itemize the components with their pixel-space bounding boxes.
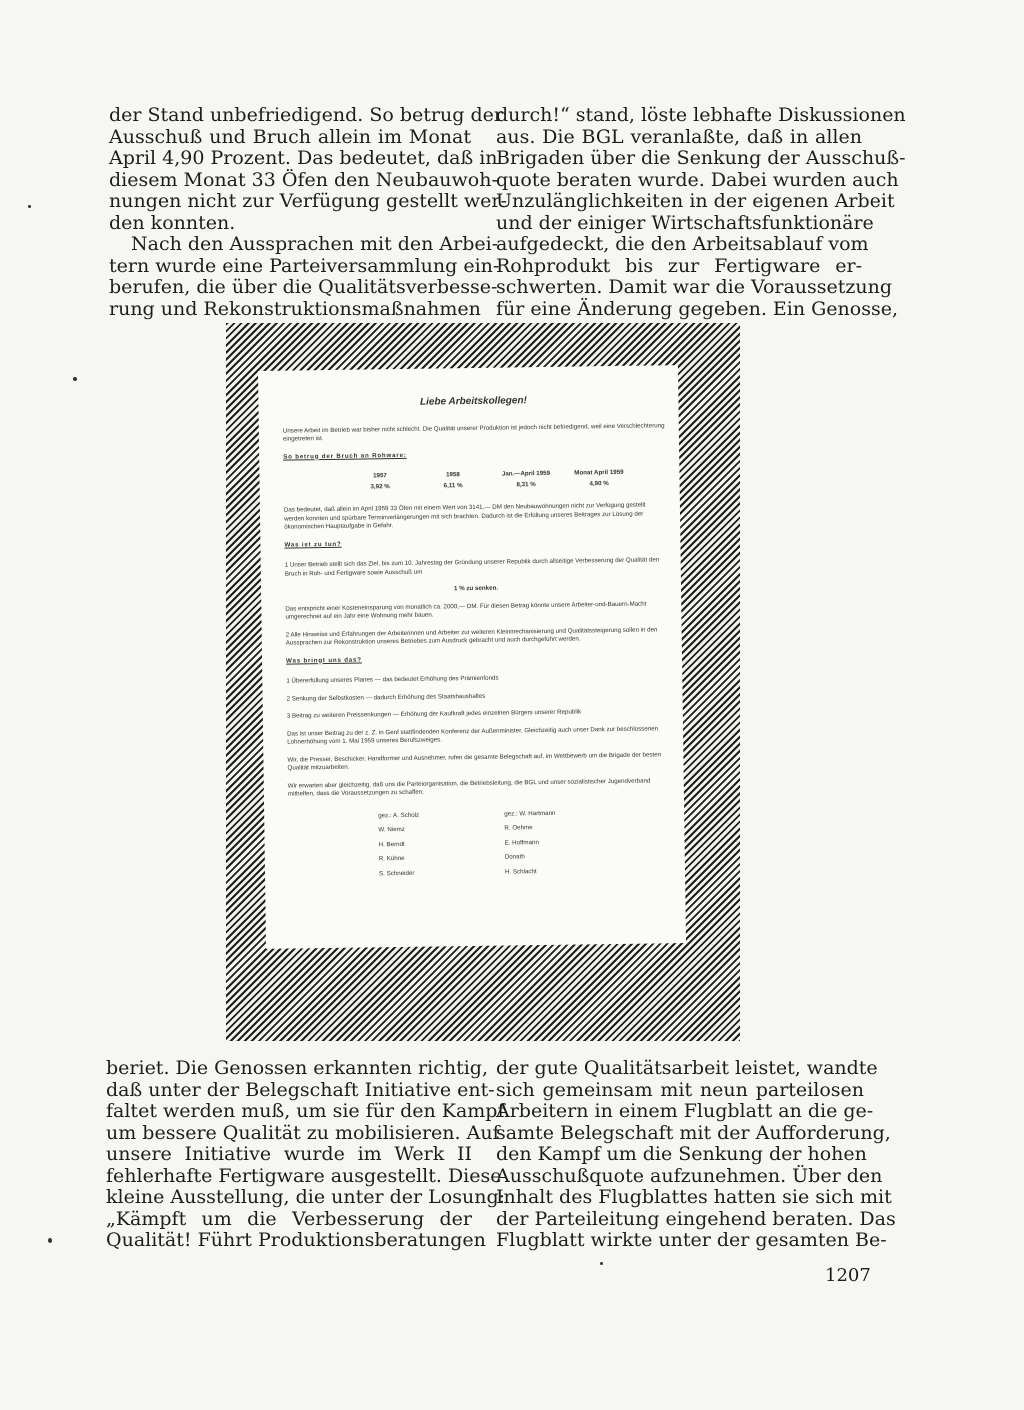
- flyer-heading: Was ist zu tun?: [284, 540, 342, 549]
- paragraph: [106, 1057, 506, 1252]
- text-line: rung und Rekonstruktionsmaßnahmen: [109, 297, 481, 320]
- flyer-paragraph: Das ist unser Beitrag zu der z. Z. in Genf stattfindenden Konferenz der Außenminister. Gleichzeitig auch unser Dank zur beschlossenen Lohnerhöhung vom 1. Mai 1959 unseres Berufszweiges.: [287, 724, 659, 746]
- text-line: Qualität! Führt Produktionsberatungen: [106, 1229, 486, 1251]
- text-line: um bessere Qualität zu mobilisieren. Auf: [106, 1121, 500, 1144]
- flyer-signatures: [378, 808, 631, 884]
- text-line: für eine Änderung gegeben. Ein Genosse,: [496, 297, 898, 320]
- year-cell: 1958 6,11 %: [443, 471, 463, 489]
- flyer-paragraph: Wir erwarten aber gleichzeitig, daß uns die Parteiorganisation, die Betriebsleitung, die BGL und unser sozialistischer Jugendverband mithelfen, dass die Voraussetzungen zu schaffen.: [287, 777, 651, 798]
- text-line: Arbeitern in einem Flugblatt an die ge-: [496, 1100, 874, 1122]
- paragraph: [109, 104, 507, 234]
- text-line: Inhalt des Flugblattes hatten sie sich mit: [496, 1186, 892, 1208]
- flyer-item: 1 Unser Betrieb stellt sich das Ziel, bis zum 10. Jahrestag der Gründung unserer Republik durch allseitige Verbesserung der Qualität den Bruch in Roh- und Fertigware sowie Ausschuß um: [284, 556, 660, 578]
- text-column-bottom-right: [496, 1057, 896, 1252]
- text-line: durch!“ stand, löste lebhafte Diskussionen: [496, 104, 906, 126]
- flyer-target: 1 % zu senken.: [453, 584, 499, 593]
- text-line: unsere Initiative wurde im Werk II: [106, 1143, 472, 1165]
- text-line: tern wurde eine Parteiversammlung ein-: [109, 254, 500, 277]
- scan-speck: [28, 205, 31, 208]
- flyer-benefit: 3 Beitrag zu weiteren Preissenkungen — Erhöhung der Kaufkraft jedes einzelnen Bürgers unserer Republik: [286, 708, 582, 720]
- text-column-top-right: [496, 104, 906, 320]
- text-line: sich gemeinsam mit neun parteilosen: [496, 1078, 864, 1101]
- text-line: „Kämpft um die Verbesserung der: [106, 1207, 472, 1230]
- scan-speck: [73, 377, 77, 381]
- text-line: kleine Ausstellung, die unter der Losung:: [106, 1186, 506, 1208]
- flyer-heading: So betrug der Bruch an Rohware:: [283, 451, 407, 461]
- flyer-paragraph: Das entspricht einer Kosteneinsparung von monatlich ca. 2000,— DM. Für diesen Betrag könnte unsere Arbeiter-und-Bauern-Macht umgerechnet auf ein Jahr eine Wohnung mehr bauen.: [285, 600, 647, 621]
- flyer-paragraph: Wir, die Presser, Beschicker, Handformer und Ausnehmer, rufen die gesamte Belegschaft auf, im Wettbewerb um die Brigade der besten Qualität mitzuarbeiten.: [287, 750, 662, 772]
- text-line: Ausschußquote aufzunehmen. Über den: [496, 1164, 883, 1187]
- paragraph: [496, 104, 906, 320]
- year-cell: Jan.—April 1959 8,31 %: [501, 469, 551, 488]
- text-line: und der einiger Wirtschaftsfunktionäre: [496, 211, 874, 234]
- text-line: aufgedeckt, die den Arbeitsablauf vom: [496, 233, 869, 255]
- flyer-heading: Was bringt uns das?: [285, 656, 362, 665]
- text-line: Nach den Aussprachen mit den Arbei-: [131, 233, 499, 255]
- flyer-title: Liebe Arbeitskollegen!: [419, 395, 527, 408]
- signers-right: gez.: W. Hartmann R. Oehme E. Hoffmann Donath H. Schlacht: [504, 809, 556, 876]
- flyer-item: 2 Alle Hinweise und Erfahrungen der Arbeiterinnen und Arbeiter zur weiteren Kleinmechanisierung und Qualitätssteigerung sollen in den Aussprachen zur Rekonstruktion unseres Betriebes zum Ausdruck gebracht und auch durchgeführt werden.: [285, 625, 658, 647]
- text-line: quote beraten wurde. Dabei wurden auch: [496, 168, 899, 191]
- text-line: berufen, die über die Qualitätsverbesse-: [109, 276, 498, 298]
- text-line: beriet. Die Genossen erkannten richtig,: [106, 1057, 488, 1079]
- text-line: Ausschuß und Bruch allein im Monat: [109, 125, 471, 148]
- text-line: der Parteileitung eingehend beraten. Das: [496, 1207, 896, 1230]
- text-line: Rohprodukt bis zur Fertigware er-: [496, 254, 862, 277]
- text-line: der gute Qualitätsarbeit leistet, wandte: [496, 1057, 878, 1079]
- flyer-benefit: 1 Übererfüllung unseres Planes — das bedeutet Erhöhung des Prämienfonds: [286, 674, 499, 685]
- signers-left: gez.: A. Scholz W. Niemz H. Berndt R. Kühne S. Schneider: [378, 811, 420, 877]
- text-line: Brigaden über die Senkung der Ausschuß-: [496, 147, 906, 169]
- text-line: fehlerhafte Fertigware ausgestellt. Diese: [106, 1164, 502, 1187]
- text-line: daß unter der Belegschaft Initiative ent-: [106, 1078, 495, 1101]
- text-column-top-left: [109, 104, 507, 320]
- flyer-breakage-table: [343, 469, 635, 492]
- year-cell: 1957 3,92 %: [370, 472, 390, 490]
- text-line: nungen nicht zur Verfügung gestellt wer-: [109, 190, 507, 212]
- text-column-bottom-left: [106, 1057, 506, 1252]
- text-line: der Stand unbefriedigend. So betrug der: [109, 104, 503, 126]
- flyer-benefit: 2 Senkung der Selbstkosten — dadurch Erhöhung des Staatshaushaltes: [286, 692, 486, 703]
- paragraph: [496, 1057, 896, 1252]
- flyer-paragraph: Das bedeutet, daß allein im April 1959 33 Öfen mit einem Wert von 3141,— DM den Neubauwohnungen nicht zur Verfügung gestellt werden konnten und spürbare Terminverlängerungen mit sich brachten. Dadurch ist die Erfüllung unseres Beitrages zur Lösung der ökonomischen Hauptaufgabe in Gefahr.: [283, 501, 646, 531]
- scan-speck: [48, 1238, 52, 1243]
- text-line: April 4,90 Prozent. Das bedeutet, daß in: [109, 147, 498, 169]
- page-number: 1207: [825, 1265, 871, 1286]
- text-line: diesem Monat 33 Öfen den Neubauwoh-: [109, 168, 498, 191]
- text-line: samte Belegschaft mit der Aufforderung,: [496, 1121, 891, 1144]
- flyer-image: [258, 365, 686, 949]
- paragraph: [109, 233, 500, 320]
- flyer-intro: Unsere Arbeit im Betrieb war bisher nicht schlecht. Die Qualität unserer Produktion ist jedoch nicht befriedigend, weil eine Verschlechterung eingetreten ist.: [282, 421, 665, 443]
- text-line: faltet werden muß, um sie für den Kampf: [106, 1100, 505, 1122]
- scan-speck: [600, 1262, 603, 1265]
- year-cell: Monat April 1959 4,90 %: [574, 468, 624, 487]
- text-line: aus. Die BGL veranlaßte, daß in allen: [496, 125, 862, 148]
- text-line: schwerten. Damit war die Voraussetzung: [496, 276, 893, 298]
- text-line: den konnten.: [109, 211, 236, 234]
- text-line: Flugblatt wirkte unter der gesamten Be-: [496, 1229, 887, 1251]
- text-line: Unzulänglichkeiten in der eigenen Arbeit: [496, 190, 895, 212]
- text-line: den Kampf um die Senkung der hohen: [496, 1143, 867, 1165]
